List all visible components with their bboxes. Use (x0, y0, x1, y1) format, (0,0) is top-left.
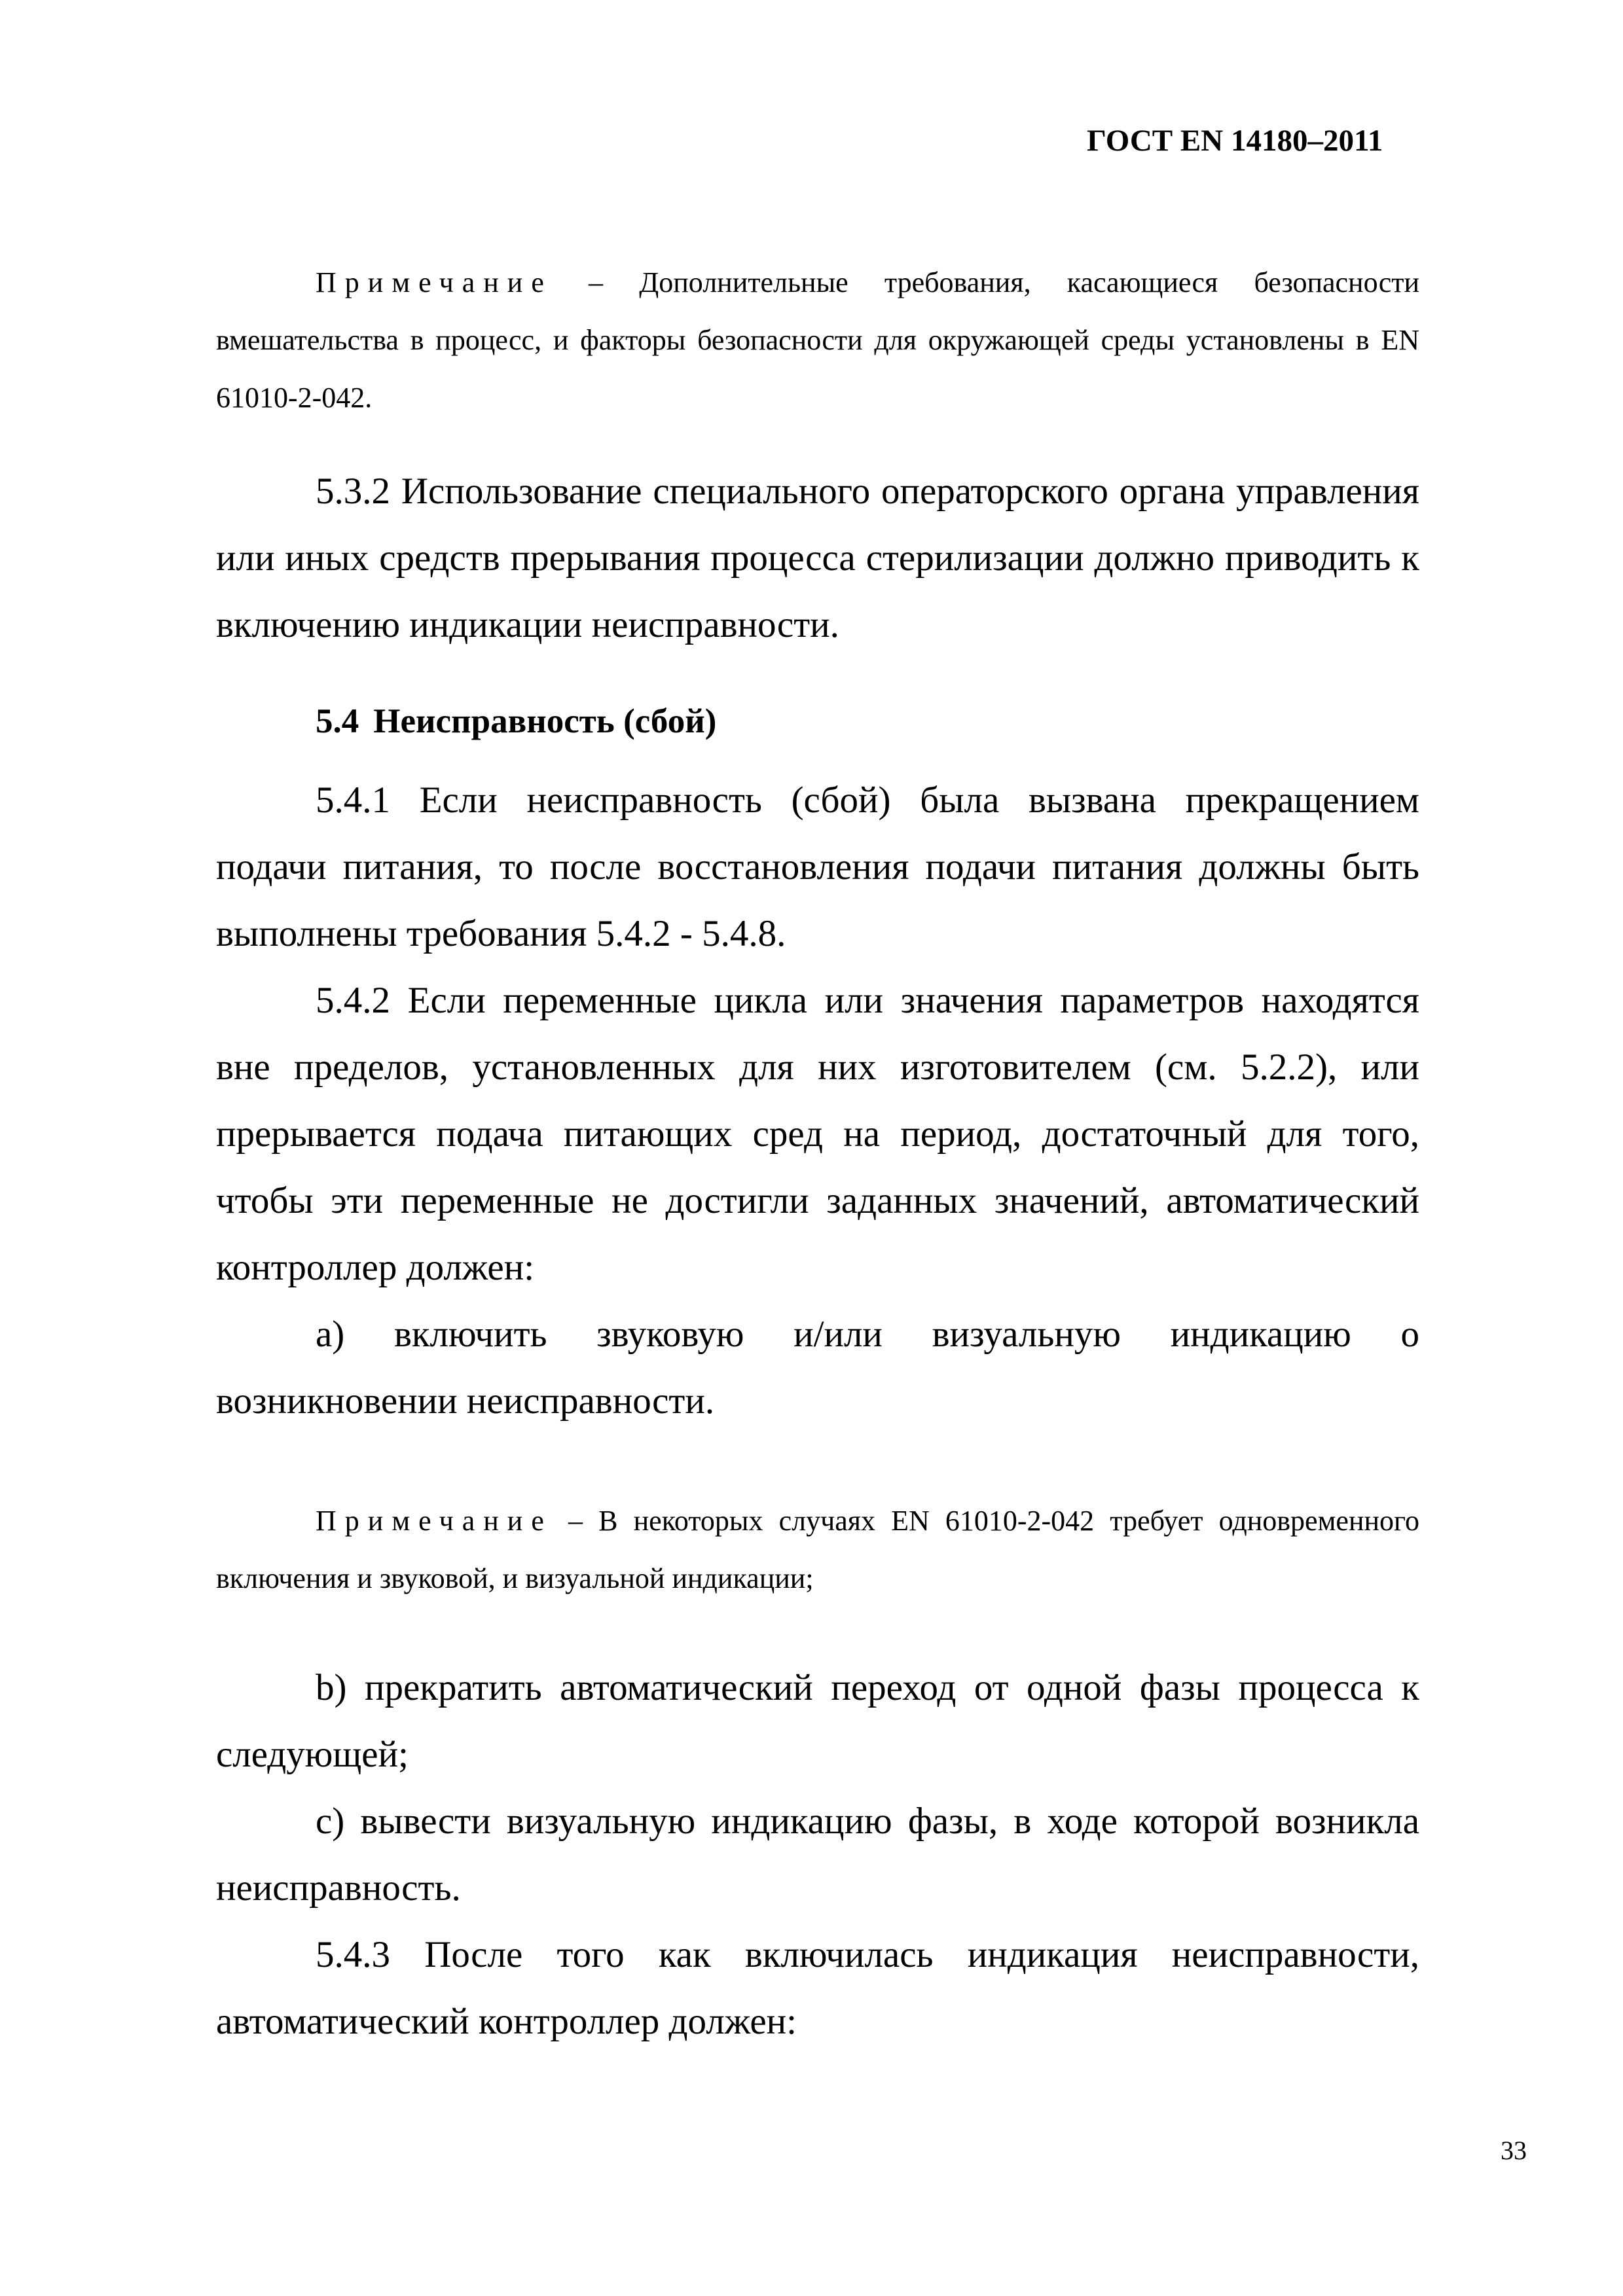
section-5-4-heading (316, 702, 716, 741)
note-2-text: – В некоторых случаях EN 61010-2-042 требует одновременного включения и звуковой, и визуальной индикации; (216, 1505, 1419, 1594)
paragraph-5-4-2: 5.4.2 Если переменные цикла или значения параметров находятся вне пределов, установленных для них изготовителем (см. 5.2.2), или прерывается подача питающих сред на период, достаточный для того, чтобы эти переменные не достигли заданных значений, автоматический контроллер должен: (216, 980, 1419, 1288)
list-item-b: b) прекратить автоматический переход от одной фазы процесса к следующей; (216, 1667, 1419, 1775)
list-item-c: c) вывести визуальную индикацию фазы, в ходе которой возникла неисправность. (216, 1801, 1419, 1909)
paragraph-5-4-1: 5.4.1 Если неисправность (сбой) была вызвана прекращением подачи питания, то после восстановления подачи питания должны быть выполнены требования 5.4.2 - 5.4.8. (216, 780, 1419, 954)
document-header: ГОСТ EN 14180–2011 (1087, 124, 1383, 158)
section-5-4-number: 5.4 (316, 702, 359, 740)
note-1 (216, 254, 1419, 427)
page-number: 33 (1501, 2136, 1527, 2165)
section-5-4-title: Неисправность (сбой) (373, 702, 717, 740)
paragraph-5-4-3: 5.4.3 После того как включилась индикация неисправности, автоматический контроллер должен: (216, 1934, 1419, 2042)
paragraph-5-3-2: 5.3.2 Использование специального операторского органа управления или иных средств прерывания процесса стерилизации должно приводить к включению индикации неисправности. (216, 471, 1419, 645)
note-2 (216, 1492, 1419, 1607)
list-item-a: a) включить звуковую и/или визуальную индикацию о возникновении неисправности. (216, 1314, 1419, 1422)
note-2-label: Примечание (316, 1505, 553, 1537)
note-1-text: – Дополнительные требования, касающиеся безопасности вмешательства в процесс, и факторы безопасности для окружающей среды установлены в EN 61010-2-042. (216, 266, 1419, 414)
note-1-label: Примечание (316, 266, 553, 298)
